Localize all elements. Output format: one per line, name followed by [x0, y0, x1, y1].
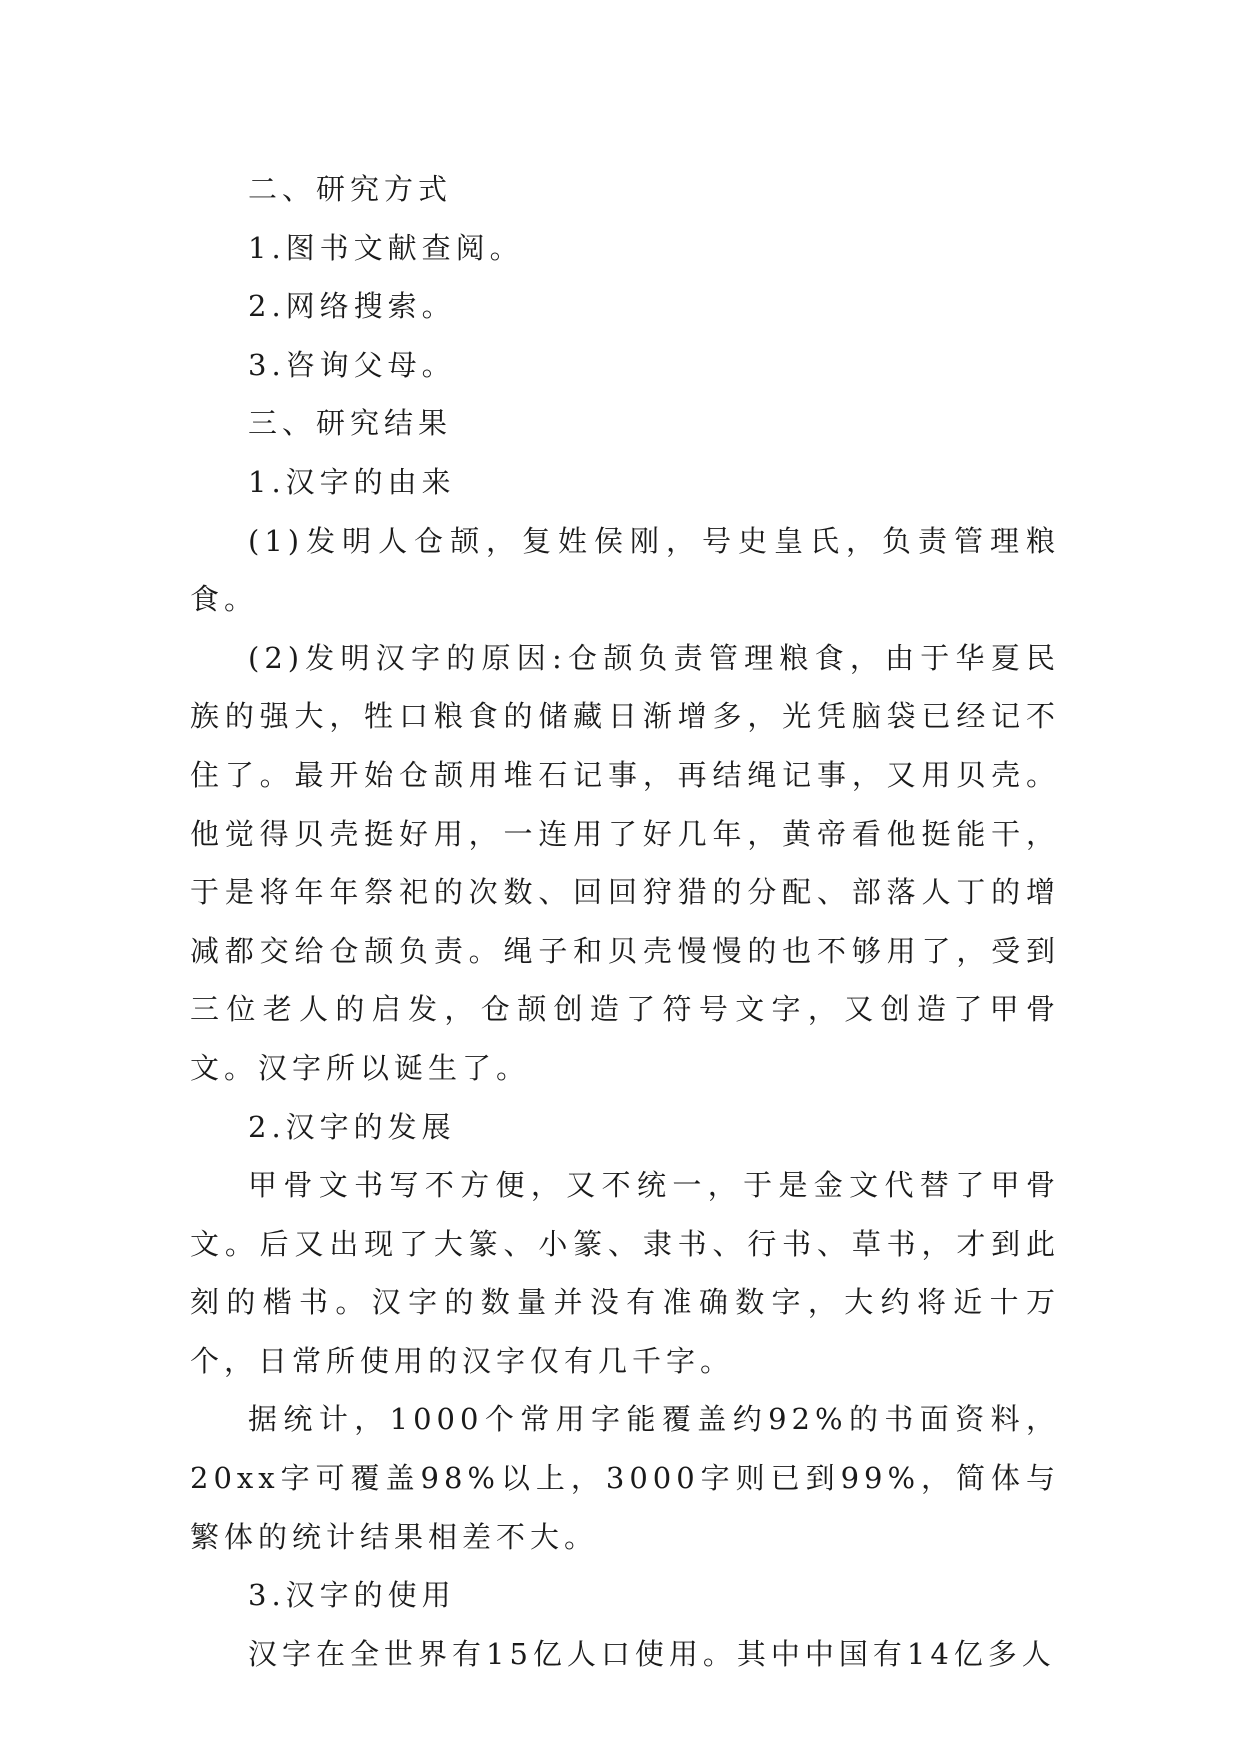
document-body — [190, 160, 1060, 1683]
subsection-heading-origin: 1.汉字的由来 — [248, 464, 456, 499]
paragraph: 据统计，1000个常用字能覆盖约92%的书面资料，20xx字可覆盖98%以上，3000字则已到99%，简体与繁体的统计结果相差不大。 — [190, 1402, 1060, 1554]
list-item: 3.咨询父母。 — [248, 347, 456, 382]
list-item: 2.网络搜索。 — [248, 289, 456, 324]
list-item: 1.图书文献查阅。 — [248, 230, 524, 265]
paragraph: (1)发明人仓颉，复姓侯刚，号史皇氏，负责管理粮食。 — [190, 523, 1060, 617]
section-heading-results: 三、研究结果 — [248, 406, 453, 441]
paragraph: 甲骨文书写不方便，又不统一，于是金文代替了甲骨文。后又出现了大篆、小篆、隶书、行书、草书，才到此刻的楷书。汉字的数量并没有准确数字，大约将近十万个，日常所使用的汉字仅有几千字。 — [190, 1168, 1060, 1378]
paragraph: 汉字在全世界有15亿人口使用。其中中国有14亿多人 — [248, 1636, 1056, 1671]
section-heading-methods: 二、研究方式 — [248, 172, 453, 206]
paragraph: (2)发明汉字的原因:仓颉负责管理粮食，由于华夏民族的强大，牲口粮食的储藏日渐增多，光凭脑袋已经记不住了。最开始仓颉用堆石记事，再结绳记事，又用贝壳。他觉得贝壳挺好用，一连用了好几年，黄帝看他挺能干，于是将年年祭祀的次数、回回狩猎的分配、部落人丁的增减都交给仓颉负责。绳子和贝壳慢慢的也不够用了，受到三位老人的启发，仓颉创造了符号文字，又创造了甲骨文。汉字所以诞生了。 — [190, 640, 1060, 1085]
subsection-heading-development: 2.汉字的发展 — [248, 1109, 456, 1144]
subsection-heading-usage: 3.汉字的使用 — [248, 1578, 456, 1613]
